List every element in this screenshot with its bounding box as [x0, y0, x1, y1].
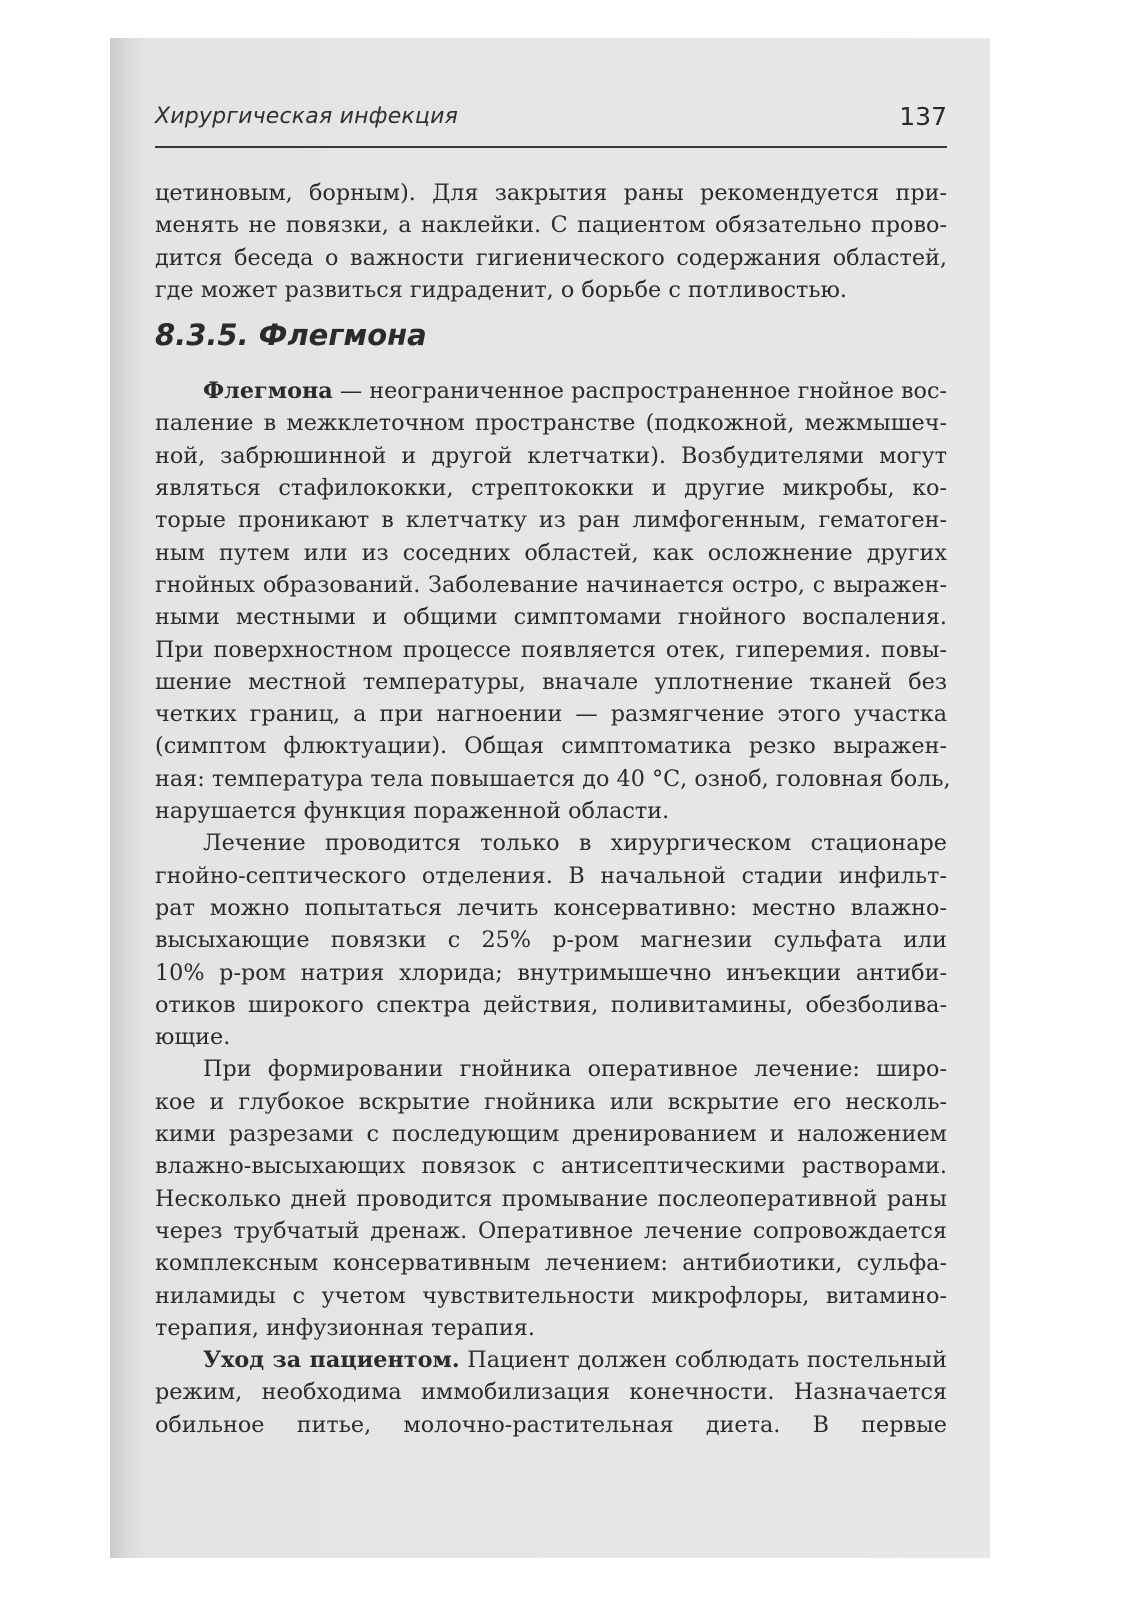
running-header [155, 100, 947, 148]
text-line: (симптом флюктуации). Общая симптоматика резко выражен- [155, 733, 947, 760]
text-line: обильное питье, молочно-растительная диета. В первые [155, 1411, 947, 1438]
text-line: рат можно попытаться лечить консервативно: местно влажно- [155, 894, 947, 921]
surgery-paragraph [155, 1053, 947, 1344]
page-number: 137 [899, 102, 947, 131]
text-line: кими разрезами с последующим дренированием и наложением [155, 1121, 947, 1148]
text-line: кое и глубокое вскрытие гнойника или вскрытие его несколь- [155, 1088, 947, 1115]
intro-paragraph [155, 177, 947, 306]
definition-first-line: — неограниченное распространенное гнойное вос- [332, 378, 947, 405]
text-line: являться стафилококки, стрептококки и другие микробы, ко- [155, 475, 947, 502]
text-line: режим, необходима иммобилизация конечности. Назначается [155, 1379, 947, 1406]
text-line: дится беседа о важности гигиенического содержания областей, [155, 244, 947, 271]
section-heading: 8.3.5. Флегмона [155, 318, 427, 352]
text-line: гнойно-септического отделения. В начальной стадии инфильт- [155, 862, 947, 889]
text-line: Лечение проводится только в хирургическом стационаре [203, 830, 947, 857]
text-line: ными местными и общими симптомами гнойного воспаления. [155, 604, 947, 631]
text-line [155, 375, 947, 407]
text-line: ная: температура тела повышается до 40 °С, озноб, головная боль, [155, 765, 951, 792]
text-line: ным путем или из соседних областей, как осложнение других [155, 539, 947, 566]
definition-paragraph [155, 375, 951, 827]
text-line: ющие. [155, 1024, 231, 1051]
definition-term: Флегмона [203, 378, 333, 405]
text-line: ниламиды с учетом чувствительности микрофлоры, витамино- [155, 1282, 947, 1309]
text-line: менять не повязки, а наклейки. С пациентом обязательно прово- [155, 212, 947, 239]
text-line: комплексным консервативным лечением: антибиотики, сульфа- [155, 1250, 947, 1277]
text-line: где может развиться гидраденит, о борьбе с потливостью. [155, 276, 847, 303]
text-line: влажно-высыхающих повязок с антисептическими растворами. [155, 1153, 947, 1180]
text-line: терапия, инфузионная терапия. [155, 1314, 535, 1341]
text-line: нарушается функция пораженной области. [155, 798, 670, 825]
patient-care-paragraph [155, 1344, 947, 1441]
text-line: шение местной температуры, вначале уплотнение тканей без [155, 668, 947, 695]
text-line: 10% р-ром натрия хлорида; внутримышечно инъекции антиби- [155, 959, 947, 986]
text-line [155, 1344, 947, 1376]
text-line: Несколько дней проводится промывание послеоперативной раны [155, 1185, 947, 1212]
text-line: гнойных образований. Заболевание начинается остро, с выражен- [155, 571, 947, 598]
text-line: высыхающие повязки с 25% р-ром магнезии сульфата или [155, 927, 947, 954]
text-line: через трубчатый дренаж. Оперативное лечение сопровождается [155, 1217, 947, 1244]
running-title: Хирургическая инфекция [155, 104, 459, 129]
text-line: паление в межклеточном пространстве (подкожной, межмышеч- [155, 410, 947, 437]
text-line: торые проникают в клетчатку из ран лимфогенным, гематоген- [155, 507, 947, 534]
text-line: ной, забрюшинной и другой клетчатки). Возбудителями могут [155, 442, 947, 469]
patient-care-term: Уход за пациентом. [203, 1347, 460, 1374]
text-line: четких границ, а при нагноении — размягчение этого участка [155, 701, 947, 728]
text-line: При поверхностном процессе появляется отек, гиперемия. повы- [155, 636, 947, 663]
heading-spacer [155, 306, 947, 375]
text-line: цетиновым, борным). Для закрытия раны рекомендуется при- [155, 180, 947, 206]
treatment-paragraph [155, 827, 947, 1053]
page-body [155, 177, 951, 1441]
patient-care-first-line: Пациент должен соблюдать постельный [459, 1347, 947, 1374]
text-line: отиков широкого спектра действия, поливитамины, обезболива- [155, 991, 947, 1018]
text-line: При формировании гнойника оперативное лечение: широ- [203, 1056, 947, 1083]
